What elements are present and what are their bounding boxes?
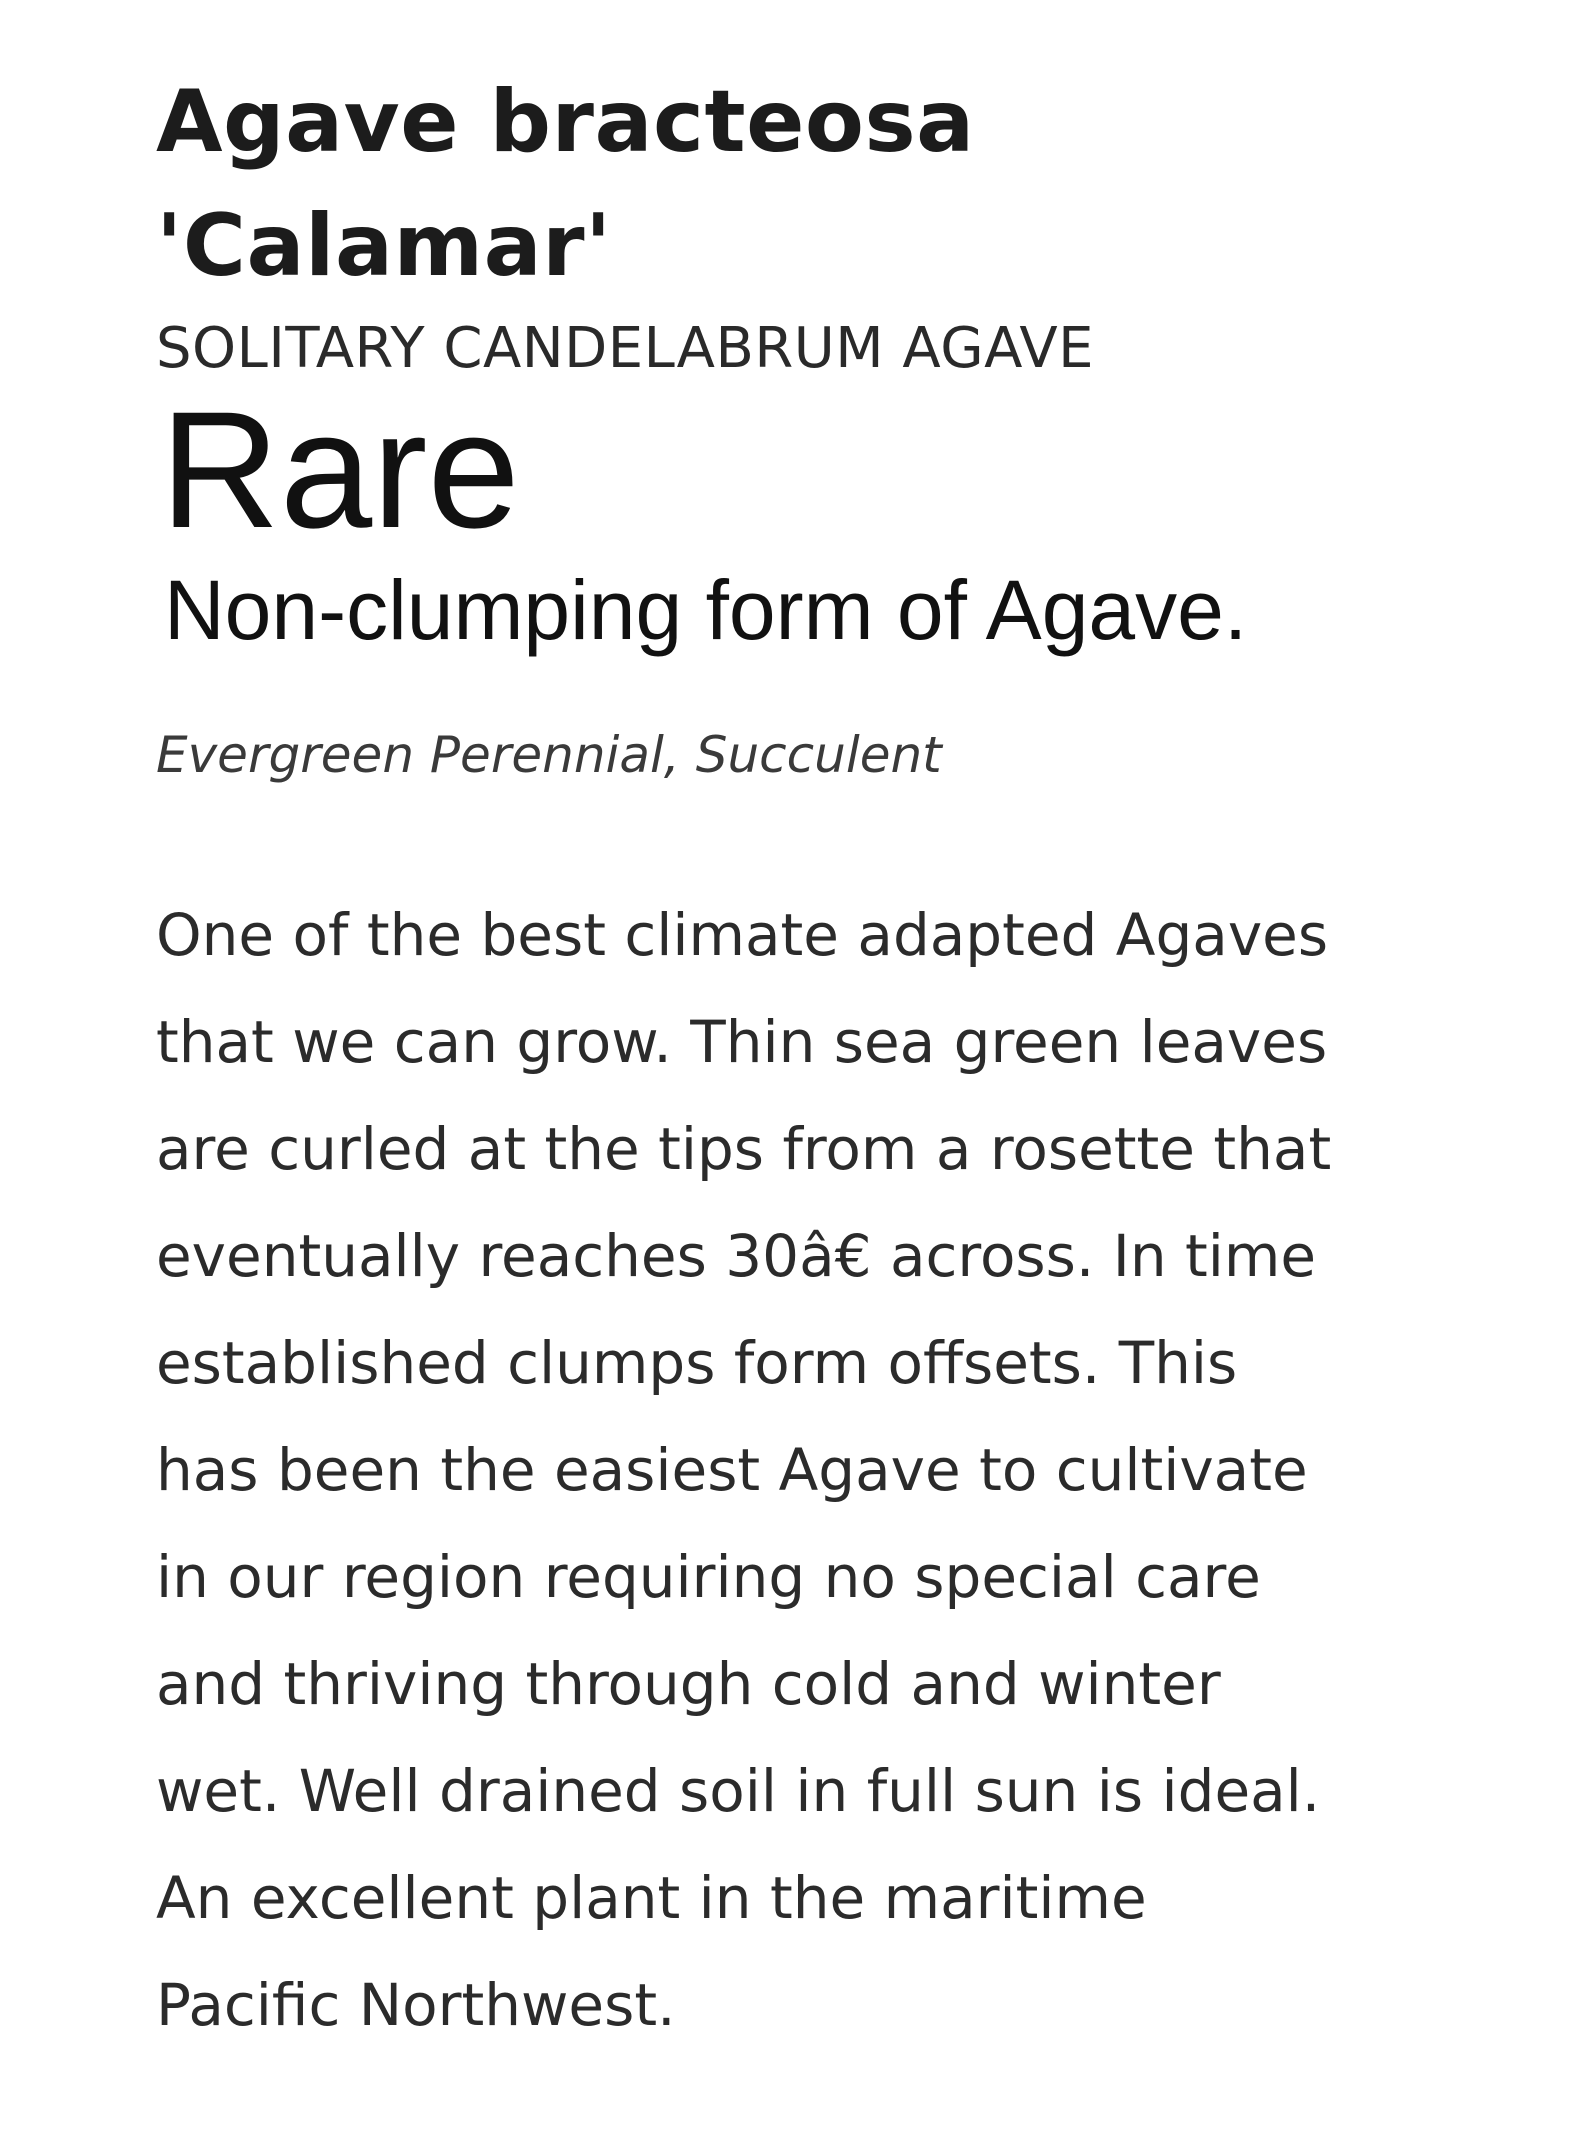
description-line: Pacific Northwest. xyxy=(156,1971,676,2039)
description-line: and thriving through cold and winter xyxy=(156,1650,1221,1718)
description-line: eventually reaches 30â€ across. In time xyxy=(156,1222,1317,1290)
description-line: are curled at the tips from a rosette that xyxy=(156,1115,1332,1183)
description-line: has been the easiest Agave to cultivate xyxy=(156,1436,1308,1504)
common-name: SOLITARY CANDELABRUM AGAVE xyxy=(156,316,1095,381)
description-line: One of the best climate adapted Agaves xyxy=(156,901,1329,969)
plant-type: Evergreen Perennial, Succulent xyxy=(156,726,942,784)
plant-tagline: Non-clumping form of Agave. xyxy=(164,563,1248,657)
description-line: in our region requiring no special care xyxy=(156,1543,1261,1611)
description-line: An excellent plant in the maritime xyxy=(156,1864,1147,1932)
plant-title-line-2: 'Calamar' xyxy=(156,196,612,296)
plant-detail-page xyxy=(156,60,1456,2059)
plant-title-line-1: Agave bracteosa xyxy=(156,72,975,172)
description-line: established clumps form offsets. This xyxy=(156,1329,1238,1397)
plant-title xyxy=(156,60,1456,308)
description-line: wet. Well drained soil in full sun is ideal. xyxy=(156,1757,1321,1825)
rarity-label: Rare xyxy=(160,378,520,563)
description-line: that we can grow. Thin sea green leaves xyxy=(156,1008,1328,1076)
plant-description xyxy=(156,882,1446,2059)
